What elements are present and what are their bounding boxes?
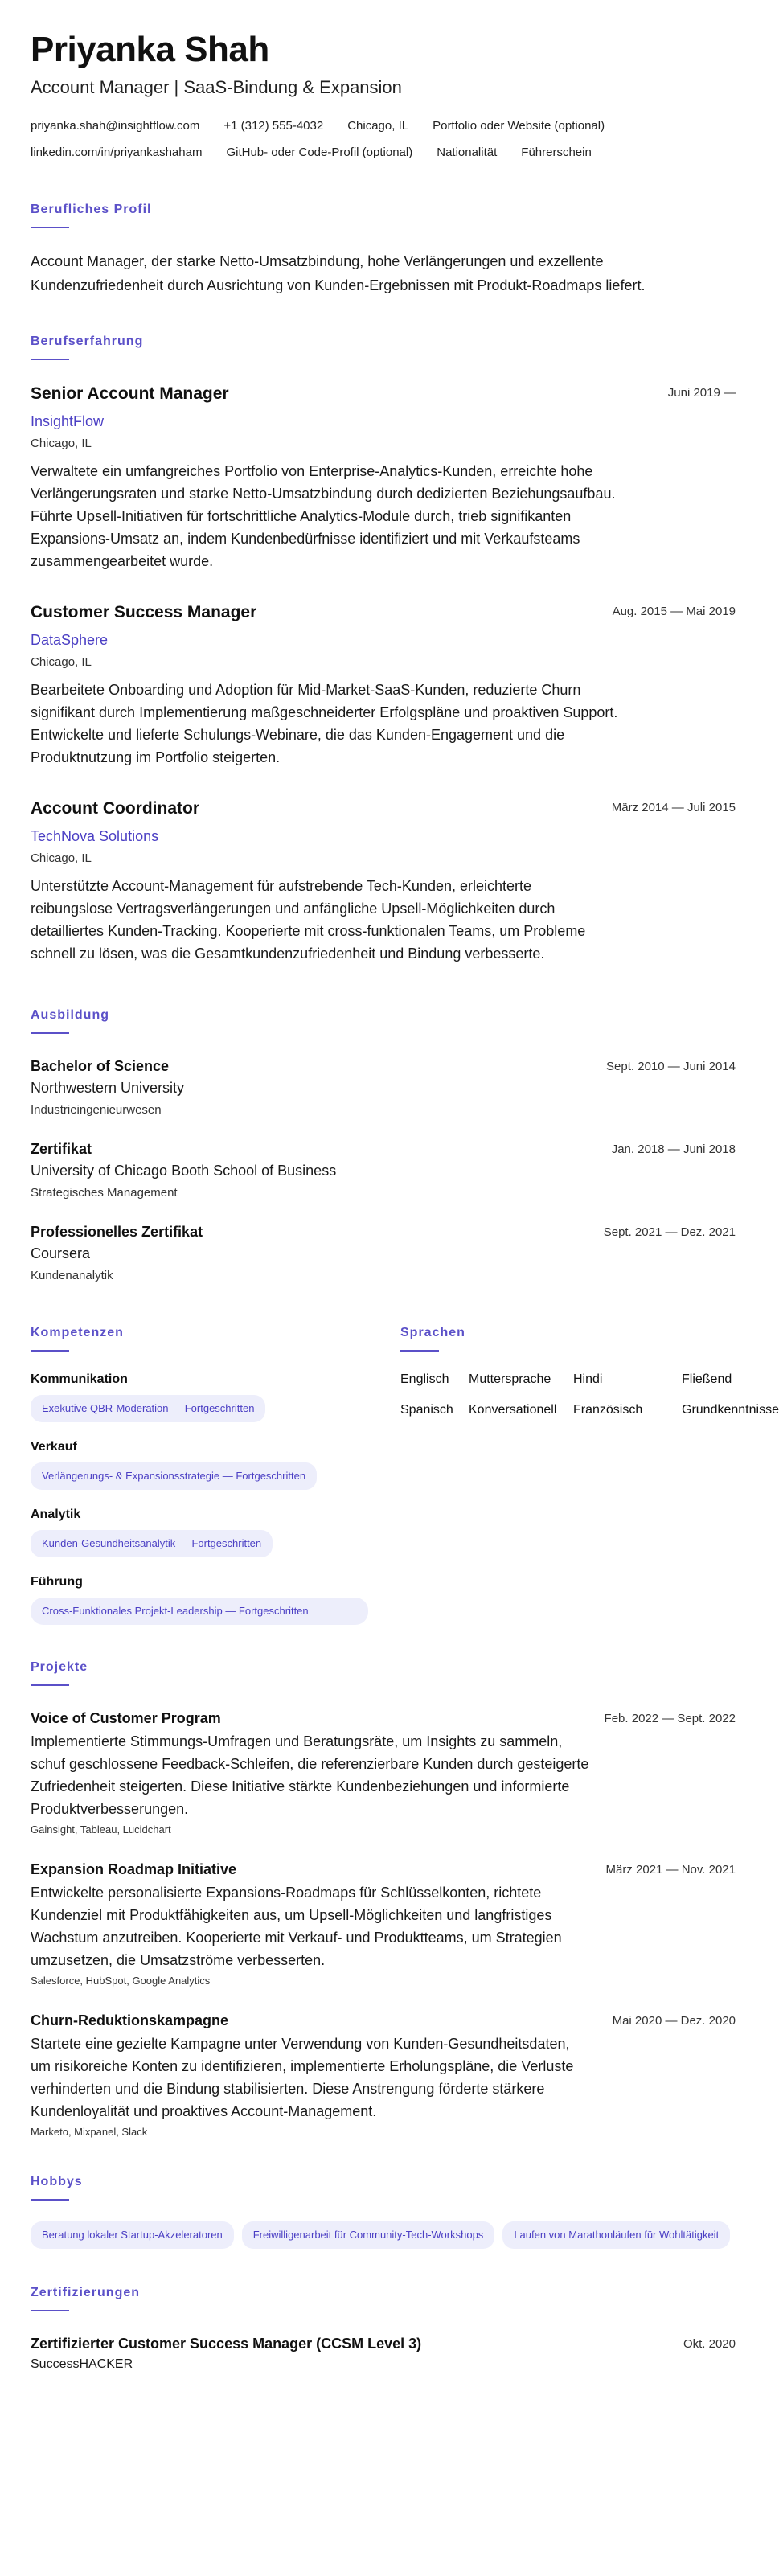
profile-summary: Account Manager, der starke Netto-Umsatzbindung, hohe Verlängerungen und exzellente Kundenzufriedenheit durch Ausrichtung von Kunden-Ergebnissen mit Produkt-Roadmaps liefert. xyxy=(31,253,646,294)
project-dates: Feb. 2022 — Sept. 2022 xyxy=(604,1712,736,1726)
skills-languages-row xyxy=(31,1326,779,1625)
project-entry xyxy=(31,1710,736,1836)
language-name: Hindi xyxy=(573,1372,603,1387)
project-tech: Marketo, Mixpanel, Slack xyxy=(31,2126,148,2139)
job-entry xyxy=(31,603,736,769)
candidate-name: Priyanka Shah xyxy=(31,30,269,69)
project-title: Churn-Reduktionskampagne xyxy=(31,2012,229,2029)
section-divider xyxy=(31,359,69,360)
education-dates: Sept. 2010 — Juni 2014 xyxy=(606,1060,736,1074)
resume-header xyxy=(31,31,736,159)
section-divider xyxy=(31,1350,69,1352)
project-tech: Salesforce, HubSpot, Google Analytics xyxy=(31,1975,211,1987)
education-degree: Professionelles Zertifikat xyxy=(31,1224,203,1241)
skill-category xyxy=(31,1575,368,1625)
education-section xyxy=(31,1008,736,1282)
job-title: Senior Account Manager xyxy=(31,384,229,404)
education-dates: Sept. 2021 — Dez. 2021 xyxy=(603,1225,736,1240)
language-name: Französisch xyxy=(573,1403,643,1417)
project-description: Startete eine gezielte Kampagne unter Verwendung von Kunden-Gesundheitsdaten, um risikoreiche Konten zu identifizieren, implementierte Erholungspläne, die Verluste verhinderten und die Bindung stabilisierten. Diese Anstrengung förderte stärkere Kundenloyalität und proaktives Account-Management. xyxy=(31,2036,574,2120)
project-dates: Mai 2020 — Dez. 2020 xyxy=(612,2014,736,2028)
section-divider xyxy=(31,1032,69,1034)
hobby-chip: Beratung lokaler Startup-Akzeleratoren xyxy=(31,2221,234,2249)
skill-category-name: Führung xyxy=(31,1575,83,1589)
contact-website[interactable]: Portfolio oder Website (optional) xyxy=(433,119,605,133)
hobbies-section xyxy=(31,2175,736,2249)
education-entry xyxy=(31,1141,736,1200)
certification-entry xyxy=(31,2336,736,2372)
education-school: Northwestern University xyxy=(31,1080,185,1097)
project-dates: März 2021 — Nov. 2021 xyxy=(605,1863,736,1877)
project-tech: Gainsight, Tableau, Lucidchart xyxy=(31,1823,171,1836)
section-title: Sprachen xyxy=(400,1326,465,1340)
skill-category-name: Kommunikation xyxy=(31,1372,128,1387)
skill-category xyxy=(31,1440,368,1490)
job-dates: Juni 2019 — xyxy=(667,386,736,400)
section-divider xyxy=(400,1350,439,1352)
education-field: Strategisches Management xyxy=(31,1186,178,1200)
skill-category xyxy=(31,1372,368,1422)
candidate-headline: Account Manager | SaaS-Bindung & Expansion xyxy=(31,77,402,98)
skill-category xyxy=(31,1507,368,1557)
contact-github[interactable]: GitHub- oder Code-Profil (optional) xyxy=(226,146,413,160)
project-entry xyxy=(31,1861,736,1987)
education-school: Coursera xyxy=(31,1245,91,1262)
skill-chip: Verlängerungs- & Expansionsstrategie — Fortgeschritten xyxy=(31,1462,317,1490)
education-entry xyxy=(31,1058,736,1117)
certification-title: Zertifizierter Customer Success Manager (CCSM Level 3) xyxy=(31,2336,422,2352)
education-field: Kundenanalytik xyxy=(31,1269,113,1283)
section-divider xyxy=(31,2199,69,2201)
education-field: Industrieingenieurwesen xyxy=(31,1103,162,1118)
section-title: Projekte xyxy=(31,1660,88,1675)
contact-phone: +1 (312) 555-4032 xyxy=(223,119,324,133)
certifications-section xyxy=(31,2286,736,2372)
project-entry xyxy=(31,2012,736,2138)
job-location: Chicago, IL xyxy=(31,655,92,670)
section-title: Zertifizierungen xyxy=(31,2286,141,2300)
job-title: Customer Success Manager xyxy=(31,603,257,622)
profile-section xyxy=(31,203,736,297)
education-degree: Bachelor of Science xyxy=(31,1058,170,1075)
project-description: Entwickelte personalisierte Expansions-Roadmaps für Schlüsselkonten, richtete Kundenziel mit Produktfähigkeiten aus, um Upsell-Möglichkeiten und langfristiges Wachstum anzutreiben. Kooperierte mit Verkauf- und Produktteams, um Strategien umzusetzen, die Umsatzströme verbesserten. xyxy=(31,1885,562,1969)
job-company[interactable]: TechNova Solutions xyxy=(31,828,159,845)
language-level: Fließend xyxy=(682,1372,732,1387)
contact-email[interactable]: priyanka.shah@insightflow.com xyxy=(31,119,200,133)
project-description: Implementierte Stimmungs-Umfragen und Beratungsräte, um Insights zu sammeln, schuf geschlossene Feedback-Schleifen, die referenzierbare Kunden durch gesteigerte Zufriedenheit steigerten. Diese Initiative stärkte Kundenbeziehungen und informierte Produktverbesserungen. xyxy=(31,1733,589,1818)
certification-date: Okt. 2020 xyxy=(683,2337,736,2352)
job-location: Chicago, IL xyxy=(31,437,92,451)
languages-section xyxy=(400,1326,779,1625)
job-location: Chicago, IL xyxy=(31,851,92,866)
skill-category-name: Verkauf xyxy=(31,1440,77,1454)
hobby-chip: Freiwilligenarbeit für Community-Tech-Workshops xyxy=(242,2221,495,2249)
project-title: Expansion Roadmap Initiative xyxy=(31,1861,237,1878)
skill-chip: Cross-Funktionales Projekt-Leadership — Fortgeschritten xyxy=(31,1598,368,1625)
contact-nationality: Nationalität xyxy=(437,146,498,160)
job-description: Bearbeitete Onboarding und Adoption für Mid-Market-SaaS-Kunden, reduzierte Churn signifikant durch Implementierung maßgeschneiderter Erfolgspläne und proaktiven Support. Entwickelte und lieferte Schulungs-Webinare, die das Kunden-Engagement und die Produktnutzung im Portfolio steigerten. xyxy=(31,682,618,766)
language-name: Englisch xyxy=(400,1372,449,1387)
section-title: Ausbildung xyxy=(31,1008,109,1023)
hobby-chip: Laufen von Marathonläufen für Wohltätigkeit xyxy=(502,2221,730,2249)
section-title: Hobbys xyxy=(31,2175,83,2189)
job-company[interactable]: DataSphere xyxy=(31,632,109,649)
experience-section xyxy=(31,334,736,965)
job-entry xyxy=(31,384,736,572)
education-dates: Jan. 2018 — Juni 2018 xyxy=(611,1142,736,1157)
language-level: Konversationell xyxy=(469,1403,557,1417)
hobby-list xyxy=(31,2221,736,2249)
education-degree: Zertifikat xyxy=(31,1141,92,1158)
skills-section xyxy=(31,1326,368,1625)
skill-category-name: Analytik xyxy=(31,1507,81,1522)
language-name: Spanisch xyxy=(400,1403,453,1417)
section-divider xyxy=(31,227,69,228)
job-company[interactable]: InsightFlow xyxy=(31,413,105,430)
job-title: Account Coordinator xyxy=(31,799,199,818)
job-description: Verwaltete ein umfangreiches Portfolio von Enterprise-Analytics-Kunden, erreichte hohe Verlängerungsraten und starke Netto-Umsatzbindung durch dedizierten Beziehungsaufbau. Führte Upsell-Initiativen für fortschrittliche Analytics-Module durch, trieb signifikanten Expansions-Umsatz an, indem Kundenbedürfnisse identifiziert und mit Verkaufsteams zusammengearbeitet wurde. xyxy=(31,463,616,570)
section-divider xyxy=(31,2310,69,2311)
contact-license: Führerschein xyxy=(521,146,592,160)
job-dates: Aug. 2015 — Mai 2019 xyxy=(612,605,736,619)
contact-linkedin[interactable]: linkedin.com/in/priyankashaham xyxy=(31,146,203,160)
section-title: Kompetenzen xyxy=(31,1326,124,1340)
language-level: Grundkenntnisse xyxy=(682,1403,779,1417)
job-dates: März 2014 — Juli 2015 xyxy=(611,801,736,815)
section-title: Berufserfahrung xyxy=(31,334,144,349)
section-title: Berufliches Profil xyxy=(31,203,152,217)
job-entry xyxy=(31,799,736,965)
education-entry xyxy=(31,1224,736,1282)
project-title: Voice of Customer Program xyxy=(31,1710,221,1727)
job-description: Unterstützte Account-Management für aufstrebende Tech-Kunden, erleichterte reibungslose Vertragsverlängerungen und anfängliche Upsell-Möglichkeiten durch detailliertes Kunden-Tracking. Kooperierte mit cross-funktionalen Teams, um Probleme schnell zu lösen, was die Gesamtkundenzufriedenheit und Bindung verbesserte. xyxy=(31,878,586,962)
certification-org: SuccessHACKER xyxy=(31,2357,133,2372)
education-school: University of Chicago Booth School of Business xyxy=(31,1163,337,1179)
skill-chip: Exekutive QBR-Moderation — Fortgeschritten xyxy=(31,1395,265,1422)
contact-list xyxy=(31,119,736,159)
language-level: Muttersprache xyxy=(469,1372,551,1387)
skill-chip: Kunden-Gesundheitsanalytik — Fortgeschritten xyxy=(31,1530,273,1557)
languages-grid xyxy=(400,1372,779,1417)
section-divider xyxy=(31,1684,69,1686)
projects-section xyxy=(31,1660,736,2138)
contact-location: Chicago, IL xyxy=(347,119,409,133)
